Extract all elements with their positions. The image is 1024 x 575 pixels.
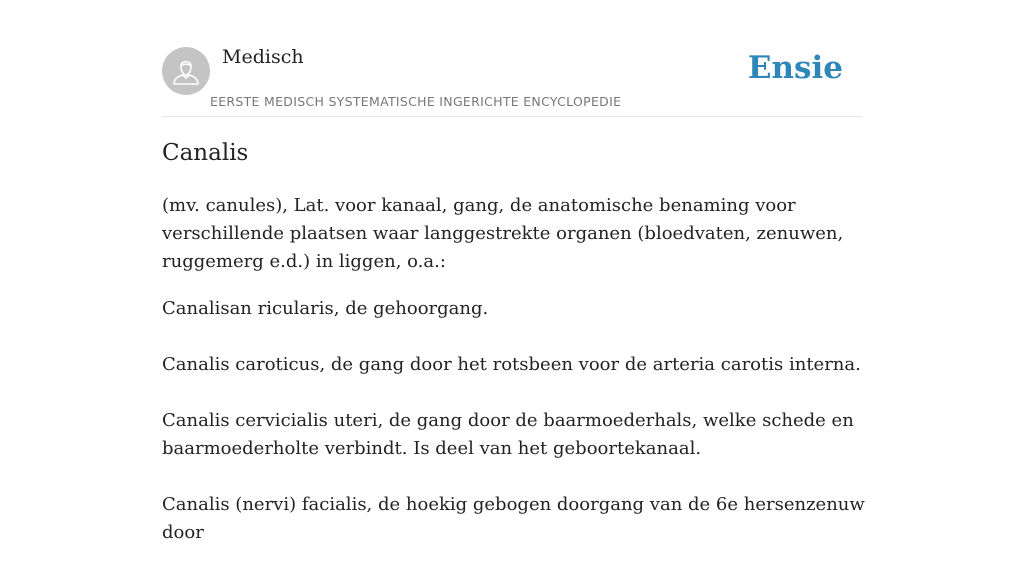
article-body — [162, 192, 872, 575]
entry-paragraph: Canalis cervicialis uteri, de gang door de baarmoederhals, welke schede en baarmoederholte verbindt. Is deel van het geboortekanaal. — [162, 410, 854, 459]
entry-paragraph: Canalis (nervi) facialis, de hoekig gebogen doorgang van de 6e hersenzenuw door — [162, 494, 865, 543]
entry-paragraph: Canalisan ricularis, de gehoorgang. — [162, 298, 489, 319]
ensie-logo-link[interactable]: Ensie — [747, 50, 843, 86]
publication-name[interactable]: Medisch — [222, 46, 304, 68]
user-icon — [162, 47, 210, 95]
publication-avatar[interactable] — [162, 47, 210, 95]
page-container — [162, 0, 865, 543]
site-header — [162, 0, 862, 117]
entry-paragraph: Canalis caroticus, de gang door het rotsbeen voor de arteria carotis interna. — [162, 354, 861, 375]
article-title: Canalis — [162, 140, 249, 166]
article-intro: (mv. canules), Lat. voor kanaal, gang, de anatomische benaming voor verschillende plaatsen waar langgestrekte organen (bloedvaten, zenuwen, ruggemerg e.d.) in liggen, o.a.: — [162, 195, 844, 272]
publication-subtitle: EERSTE MEDISCH SYSTEMATISCHE INGERICHTE ENCYCLOPEDIE — [210, 94, 622, 109]
entry-list — [162, 295, 872, 547]
